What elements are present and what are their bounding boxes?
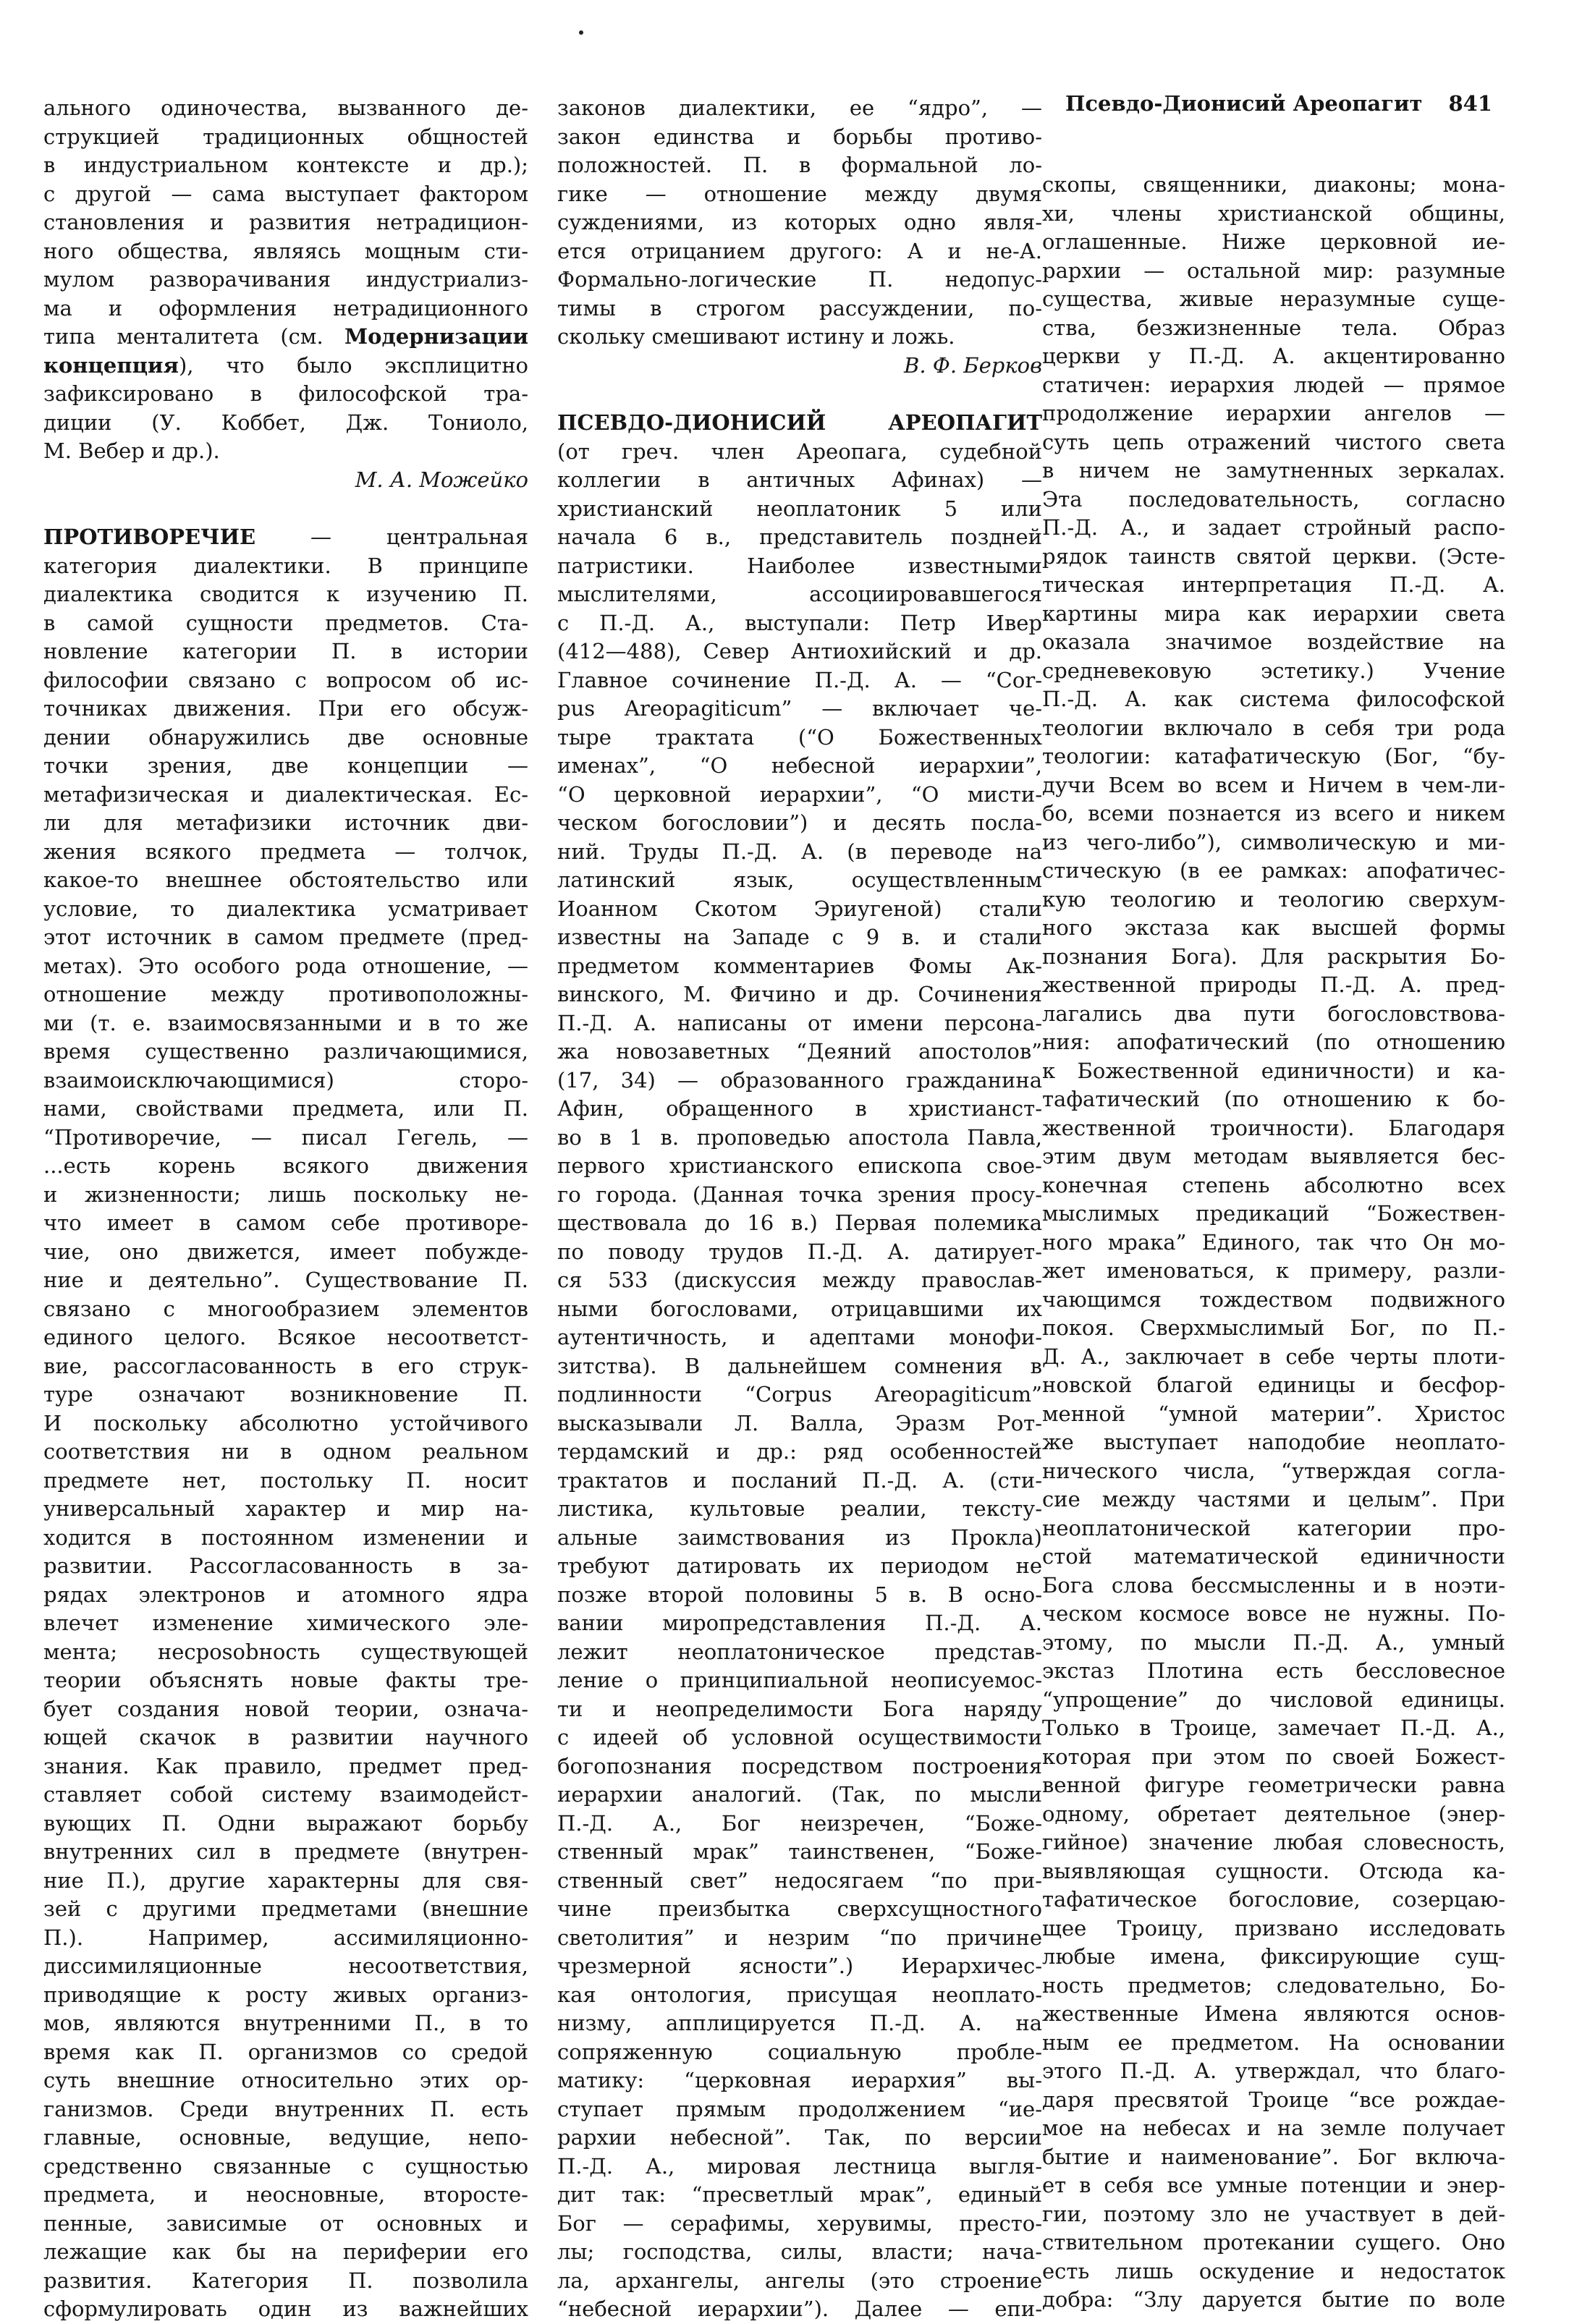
text-line: коллегии в античных Афинах) — xyxy=(557,467,1042,492)
text-line: универсальный характер и мир на- xyxy=(43,1496,528,1521)
text-line: чающимся тождеством подвижного xyxy=(1042,1286,1505,1312)
text-line: первого христианского епископа свое- xyxy=(557,1153,1042,1178)
text-line: закон единства и борьбы противо- xyxy=(557,124,1042,149)
text-line: матику: “церковная иерархия” вы- xyxy=(557,2068,1042,2092)
running-header xyxy=(1065,91,1492,123)
text-line: приводящие к росту живых организ- xyxy=(43,1982,528,2007)
column-1 xyxy=(43,94,528,2324)
text-line: взаимоисключающимися) сторо- xyxy=(43,1067,528,1093)
text-line: Формально-логические П. недопус- xyxy=(557,267,1042,292)
text-line: тимы в строгом рассуждении, по- xyxy=(557,295,1042,321)
text-line: нами, свойствами предмета, или П. xyxy=(43,1096,528,1121)
text-line: ся 533 (дискуссия между православ- xyxy=(557,1268,1042,1292)
text-line: влечет изменение химического эле- xyxy=(43,1611,528,1635)
text-line: венной фигуре геометрически равна xyxy=(1042,1773,1505,1797)
text-line: ПСЕВДО-ДИОНИСИЙ АРЕОПАГИТ xyxy=(557,410,1042,435)
text-line: богопознания посредством построения xyxy=(557,1753,1042,1778)
text-line: единого целого. Всякое несоответст- xyxy=(43,1325,528,1349)
text-line: чие, оно движется, имеет побужде- xyxy=(43,1239,528,1264)
text-line: туре означают возникновение П. xyxy=(43,1382,528,1407)
text-line: рархии небесной”. Так, по версии xyxy=(557,2125,1042,2150)
text-line: во в 1 в. проповедью апостола Павла, xyxy=(557,1124,1042,1150)
text-line: мое на небесах и на земле получает xyxy=(1042,2116,1505,2140)
text-line: точки зрения, две концепции — xyxy=(43,753,528,778)
text-line: одному, обретает деятельное (энер- xyxy=(1042,1801,1505,1826)
text-line: время как П. организмов со средой xyxy=(43,2039,528,2064)
text-line: сие между частями и целым”. При xyxy=(1042,1487,1505,1511)
text-line: тыре трактата (“О Божественных xyxy=(557,724,1042,750)
text-line: пенные, зависимые от основных и xyxy=(43,2210,528,2236)
text-line: Бог — серафимы, херувимы, престо- xyxy=(557,2210,1042,2236)
text-line: ние П.), другие характерны для свя- xyxy=(43,1867,528,1893)
text-line: сопряженную социальную пробле- xyxy=(557,2039,1042,2064)
text-line: добра: “Злу даруется бытие по воле xyxy=(1042,2287,1505,2312)
text-line: П.-Д. А., Бог неизречен, “Боже- xyxy=(557,1810,1042,1836)
text-line: хи, члены христианской общины, xyxy=(1042,200,1505,226)
text-line: трактатов и посланий П.-Д. А. (сти- xyxy=(557,1467,1042,1493)
page-number: 841 xyxy=(1448,91,1492,116)
text-line: вие, рассогласованность в его струк- xyxy=(43,1353,528,1378)
text-line: зитства). В дальнейшем сомнения в xyxy=(557,1353,1042,1378)
text-line: что имеет в самом себе противоре- xyxy=(43,1210,528,1235)
text-line: которая при этом по своей Божест- xyxy=(1042,1744,1505,1769)
text-line: струкцией традиционных общностей xyxy=(43,124,528,149)
text-line: какое-то внешнее обстоятельство или xyxy=(43,868,528,892)
text-line: экстаз Плотина есть бессловесное xyxy=(1042,1658,1505,1683)
text-line: ными богословами, отрицавшими их xyxy=(557,1296,1042,1321)
text-line: стическую (в ее рамках: апофатичес- xyxy=(1042,858,1505,883)
text-line: мента; несposobность существующей xyxy=(43,1639,528,1664)
text-line: менной “умной материи”. Христос xyxy=(1042,1401,1505,1426)
print-speck xyxy=(579,30,583,35)
text-line: ний. Труды П.-Д. А. (в переводе на xyxy=(557,839,1042,864)
text-line: дит так: “пресветлый мрак”, единый xyxy=(557,2182,1042,2207)
text-line: суть цепь отражений чистого света xyxy=(1042,429,1505,454)
text-line: церкви у П.-Д. А. акцентированно xyxy=(1042,344,1505,368)
text-line: Д. А., заключает в себе черты плоти- xyxy=(1042,1344,1505,1369)
text-line: диссимиляционные несоответствия, xyxy=(43,1954,528,1978)
text-line: тафатическое богословие, созерцаю- xyxy=(1042,1887,1505,1912)
text-line: средственно связанные с сущностью xyxy=(43,2153,528,2179)
text-line: начала 6 в., представитель поздней xyxy=(557,525,1042,549)
text-line: гике — отношение между двумя xyxy=(557,181,1042,206)
text-line: Эта последовательность, согласно xyxy=(1042,486,1505,512)
text-line: тическая интерпретация П.-Д. А. xyxy=(1042,572,1505,597)
text-line: ми (т. е. взаимосвязанными и в то же xyxy=(43,1010,528,1035)
text-line: латинский язык, осуществленным xyxy=(557,868,1042,892)
text-line: с другой — сама выступает фактором xyxy=(43,181,528,206)
text-line: диции (У. Коббет, Дж. Тониоло, xyxy=(43,410,528,435)
text-line: даря пресвятой Троице “все рождае- xyxy=(1042,2087,1505,2112)
text-line: диалектика сводится к изучению П. xyxy=(43,582,528,606)
text-line: мулом разворачивания индустриализ- xyxy=(43,267,528,292)
text-line: бует создания новой теории, означа- xyxy=(43,1696,528,1721)
text-line: главные, основные, ведущие, непо- xyxy=(43,2125,528,2150)
text-line: развития. Категория П. позволила xyxy=(43,2268,528,2293)
text-line: ли для метафизики источник дви- xyxy=(43,810,528,835)
text-line: ние и деятельно”. Существование П. xyxy=(43,1268,528,1292)
text-line: законов диалектики, ее “ядро”, — xyxy=(557,96,1042,120)
text-line: соответствия ни в одном реальном xyxy=(43,1439,528,1464)
text-line: требуют датировать их периодом не xyxy=(557,1553,1042,1578)
text-line: “Противоречие, — писал Гегель, — xyxy=(43,1124,528,1150)
text-line: же выступает наподобие неоплато- xyxy=(1042,1430,1505,1454)
text-line: ется отрицанием другого: А и не-А. xyxy=(557,238,1042,263)
text-line: светолития” и незрим “по причине xyxy=(557,1925,1042,1950)
text-line: ет в себя все умные потенции и энер- xyxy=(1042,2173,1505,2197)
text-line: ПРОТИВОРЕЧИЕ — центральная xyxy=(43,525,528,549)
text-line: кая онтология, присущая неоплато- xyxy=(557,1982,1042,2007)
text-line: предмета, и неосновные, второсте- xyxy=(43,2182,528,2207)
text-line: рядок таинств святой церкви. (Эсте- xyxy=(1042,543,1505,569)
text-line: ного мрака” Единого, так что Он мо- xyxy=(1042,1229,1505,1255)
text-line: вующих П. Одни выражают борьбу xyxy=(43,1810,528,1836)
text-line: “О церковной иерархии”, “О мисти- xyxy=(557,781,1042,807)
text-line: конечная степень абсолютно всех xyxy=(1042,1172,1505,1197)
text-line: ти и неопределимости Бога наряду xyxy=(557,1696,1042,1721)
text-line: этому, по мысли П.-Д. А., умный xyxy=(1042,1629,1505,1655)
text-line: ного общества, являясь мощным сти- xyxy=(43,238,528,263)
text-line: ступает прямым продолжением “ие- xyxy=(557,2096,1042,2121)
text-line: христианский неоплатоник 5 или xyxy=(557,496,1042,521)
text-line: стой математической единичности xyxy=(1042,1544,1505,1569)
text-line: этот источник в самом предмете (пред- xyxy=(43,925,528,949)
text-line: листика, культовые реалии, тексту- xyxy=(557,1496,1042,1521)
text-line: чине преизбытка сверхсущностного xyxy=(557,1896,1042,1921)
text-line: новской благой единицы и бесфор- xyxy=(1042,1373,1505,1397)
text-line: рархии — остальной мир: разумные xyxy=(1042,258,1505,283)
text-line: внутренних сил в предмете (внутрен- xyxy=(43,1839,528,1864)
text-line: суждениями, из которых одно явля- xyxy=(557,210,1042,234)
text-line: ного экстаза как высшей формы xyxy=(1042,915,1505,940)
text-line: концепция), что было эксплицитно xyxy=(43,352,528,378)
text-line: категория диалектики. В принципе xyxy=(43,553,528,578)
text-line: мыслителями, ассоциировавшегося xyxy=(557,582,1042,606)
text-line: и жизненности; лишь поскольку не- xyxy=(43,1182,528,1207)
text-line: бо, всеми познается из всего и никем xyxy=(1042,801,1505,826)
text-line: ным ее предметом. На основании xyxy=(1042,2030,1505,2055)
text-line: позже второй половины 5 в. В осно- xyxy=(557,1582,1042,1607)
text-line: ственный свет” недосягаем “по при- xyxy=(557,1867,1042,1893)
text-line: гийное) значение любая словесность, xyxy=(1042,1830,1505,1854)
text-line: (17, 34) — образованного гражданина xyxy=(557,1067,1042,1093)
text-line: скопы, священники, диаконы; мона- xyxy=(1042,172,1505,197)
text-line: метафизическая и диалектическая. Ес- xyxy=(43,781,528,807)
text-line: жественной природы П.-Д. А. пред- xyxy=(1042,972,1505,997)
text-line: И поскольку абсолютно устойчивого xyxy=(43,1410,528,1435)
text-line: дучи Всем во всем и Ничем в чем-ли- xyxy=(1042,772,1505,797)
text-line: кую теологию и теологию сверхум- xyxy=(1042,886,1505,912)
text-line: точниках движения. При его обсуж- xyxy=(43,696,528,721)
text-line: гии, поэтому зло не участвует в дей- xyxy=(1042,2201,1505,2226)
text-line: ства, безжизненные тела. Образ xyxy=(1042,315,1505,340)
text-line: именах”, “О небесной иерархии”, xyxy=(557,753,1042,778)
text-line: познания Бога). Для раскрытия Бо- xyxy=(1042,943,1505,969)
text-line: теории объяснять новые факты тре- xyxy=(43,1668,528,1692)
text-line: из чего-либо”), символическую и ми- xyxy=(1042,829,1505,854)
entry-separator xyxy=(43,494,528,523)
text-line: ма и оформления нетрадиционного xyxy=(43,295,528,321)
text-line: М. Вебер и др.). xyxy=(43,438,220,463)
author-signature: В. Ф. Берков xyxy=(904,352,1042,378)
text-line: положностей. П. в формальной ло- xyxy=(557,153,1042,177)
text-line: ального одиночества, вызванного де- xyxy=(43,96,528,120)
text-line: время существенно различающимися, xyxy=(43,1039,528,1064)
text-line: средневековую эстетику.) Учение xyxy=(1042,658,1505,683)
text-line: лежащие как бы на периферии его xyxy=(43,2239,528,2264)
text-line: отношение между противоположны- xyxy=(43,982,528,1006)
column-3 xyxy=(1042,171,1505,2315)
text-line: дении обнаружились две основные xyxy=(43,724,528,750)
running-header-title: Псевдо-Дионисий Ареопагит xyxy=(1065,91,1423,116)
text-line: лы; господства, силы, власти; нача- xyxy=(557,2239,1042,2264)
text-line: ствительном протекании сущего. Оно xyxy=(1042,2230,1505,2255)
text-line: ла, архангелы, ангелы (это строение xyxy=(557,2268,1042,2293)
text-line: покоя. Сверхмыслимый Бог, по П.- xyxy=(1042,1315,1505,1340)
text-line: оказала значимое воздействие на xyxy=(1042,629,1505,654)
text-line: лежит неоплатоническое представ- xyxy=(557,1639,1042,1664)
text-line: иерархии аналогий. (Так, по мысли xyxy=(557,1782,1042,1807)
text-line: рядах электронов и атомного ядра xyxy=(43,1582,528,1607)
text-line: знания. Как правило, предмет пред- xyxy=(43,1753,528,1778)
text-line: бытие и наименование”. Бог включа- xyxy=(1042,2144,1505,2169)
text-line: жественные Имена являются основ- xyxy=(1042,2001,1505,2026)
text-line: связано с многообразием элементов xyxy=(43,1296,528,1321)
text-line: (412—488), Север Антиохийский и др. xyxy=(557,639,1042,663)
text-line: Главное сочинение П.-Д. А. — “Cor- xyxy=(557,667,1042,692)
text-line: Бога слова бессмысленны и в ноэти- xyxy=(1042,1572,1505,1598)
text-line: выявляющая сущности. Отсюда ка- xyxy=(1042,1858,1505,1883)
text-line: типа менталитета (см. Модернизации xyxy=(43,324,528,349)
text-line: с идеей об условной осуществимости xyxy=(557,1725,1042,1750)
text-line: статичен: иерархия людей — прямое xyxy=(1042,372,1505,397)
text-line: низму, апплицируется П.-Д. А. на xyxy=(557,2011,1042,2035)
text-line: метах). Это особого рода отношение, — xyxy=(43,953,528,978)
text-line: ...есть корень всякого движения xyxy=(43,1153,528,1178)
column-2 xyxy=(557,94,1042,2324)
text-line: с П.-Д. А., выступали: Петр Ивер xyxy=(557,610,1042,635)
text-line: по поводу трудов П.-Д. А. датирует- xyxy=(557,1239,1042,1264)
text-line: вании миропредставления П.-Д. А. xyxy=(557,1611,1042,1635)
text-line: скольку смешивают истину и ложь. xyxy=(557,324,955,349)
text-line: ходится в постоянном изменении и xyxy=(43,1524,528,1550)
text-line: тердамский и др.: ряд особенностей xyxy=(557,1439,1042,1464)
text-line: чрезмерной ясности”.) Иерархичес- xyxy=(557,1954,1042,1978)
text-line: оглашенные. Ниже церковной ие- xyxy=(1042,229,1505,254)
text-line: Иоанном Скотом Эриугеной) стали xyxy=(557,896,1042,921)
text-line: философии связано с вопросом об ис- xyxy=(43,667,528,692)
author-signature: М. А. Можейко xyxy=(355,467,528,492)
text-line: жа новозаветных “Деяний апостолов” xyxy=(557,1039,1042,1064)
text-line: любые имена, фиксирующие сущ- xyxy=(1042,1944,1505,1969)
text-line: зей с другими предметами (внешние xyxy=(43,1896,528,1921)
text-line: аутентичность, и адептами монофи- xyxy=(557,1325,1042,1349)
text-line: в самой сущности предметов. Ста- xyxy=(43,610,528,635)
text-line: жет именоваться, к примеру, разли- xyxy=(1042,1258,1505,1283)
text-line: предмете нет, постольку П. носит xyxy=(43,1467,528,1493)
text-line: предметом комментариев Фомы Ак- xyxy=(557,953,1042,978)
text-line: этого П.-Д. А. утверждал, что благо- xyxy=(1042,2058,1505,2083)
text-line: в ничем не замутненных зеркалах. xyxy=(1042,458,1505,483)
text-line: сформулировать один из важнейших xyxy=(43,2297,528,2321)
text-line: ственный мрак” таинственен, “Боже- xyxy=(557,1839,1042,1864)
text-line: патристики. Наиболее известными xyxy=(557,553,1042,578)
text-line: мыслимых предикаций “Божествен- xyxy=(1042,1201,1505,1226)
text-line: винского, М. Фичино и др. Сочинения xyxy=(557,982,1042,1006)
text-line: высказывали Л. Валла, Эразм Рот- xyxy=(557,1410,1042,1435)
text-line: этим двум методам выявляется бес- xyxy=(1042,1144,1505,1169)
text-line: (от греч. член Ареопага, судебной xyxy=(557,438,1042,464)
text-line: pus Areopagiticum” — включает че- xyxy=(557,696,1042,721)
text-line: есть лишь оскудение и недостаток xyxy=(1042,2258,1505,2283)
text-line: “небесной иерархии”). Далее — епи- xyxy=(557,2297,1042,2321)
text-line: ния: апофатический (по отношению xyxy=(1042,1030,1505,1054)
text-line: П.). Например, ассимиляционно- xyxy=(43,1925,528,1950)
text-line: П.-Д. А., мировая лестница выгля- xyxy=(557,2153,1042,2179)
text-line: в индустриальном контексте и др.); xyxy=(43,153,528,177)
text-line: известны на Западе с 9 в. и стали xyxy=(557,925,1042,949)
text-line: зафиксировано в философской тра- xyxy=(43,381,528,406)
text-line: новление категории П. в истории xyxy=(43,639,528,663)
text-line: го города. (Данная точка зрения просу- xyxy=(557,1182,1042,1207)
text-line: к Божественной единичности) и ка- xyxy=(1042,1058,1505,1083)
text-line: неоплатонической категории про- xyxy=(1042,1515,1505,1540)
text-line: Только в Троице, замечает П.-Д. А., xyxy=(1042,1716,1505,1740)
text-line: подлинности “Corpus Areopagiticum” xyxy=(557,1382,1042,1407)
text-line: альные заимствования из Прокла) xyxy=(557,1524,1042,1550)
text-line: ление о принципиальной неописуемос- xyxy=(557,1668,1042,1692)
text-line: ставляет собой систему взаимодейст- xyxy=(43,1782,528,1807)
text-line: теологии включало в себя три рода xyxy=(1042,715,1505,740)
text-line: нического числа, “утверждая согла- xyxy=(1042,1458,1505,1483)
text-line: ческом космосе вовсе не нужны. По- xyxy=(1042,1601,1505,1626)
text-line: щее Троицу, призвано исследовать xyxy=(1042,1915,1505,1941)
text-line: ганизмов. Среди внутренних П. есть xyxy=(43,2096,528,2121)
text-line: “упрощение” до числовой единицы. xyxy=(1042,1687,1505,1712)
text-line: развитии. Рассогласованность в за- xyxy=(43,1553,528,1578)
text-line: ющей скачок в развитии научного xyxy=(43,1725,528,1750)
text-line: картины мира как иерархии света xyxy=(1042,601,1505,626)
text-line: тафатический (по отношению к бо- xyxy=(1042,1087,1505,1111)
text-line: теологии: катафатическую (Бог, “бу- xyxy=(1042,744,1505,768)
text-line: П.-Д. А., и задает стройный распо- xyxy=(1042,515,1505,540)
text-line: ность предметов; следовательно, Бо- xyxy=(1042,1972,1505,1998)
text-line: ческом богословии”) и десять посла- xyxy=(557,810,1042,835)
text-line: Афин, обращенного в христианст- xyxy=(557,1096,1042,1121)
text-line: П.-Д. А. написаны от имени персона- xyxy=(557,1010,1042,1035)
text-line: жественной троичности). Благодаря xyxy=(1042,1115,1505,1140)
text-line: суть внешние относительно этих ор- xyxy=(43,2068,528,2092)
text-line: мов, являются внутренними П., в то xyxy=(43,2011,528,2035)
text-line: лагались два пути богословствова- xyxy=(1042,1001,1505,1026)
text-line: П.-Д. А. как система философской xyxy=(1042,687,1505,711)
entry-separator xyxy=(557,380,1042,409)
text-line: существа, живые неразумные суще- xyxy=(1042,287,1505,311)
text-line: жения всякого предмета — толчок, xyxy=(43,839,528,864)
text-line: становления и развития нетрадицион- xyxy=(43,210,528,234)
text-line: продолжение иерархии ангелов — xyxy=(1042,401,1505,425)
text-line: ществовала до 16 в.) Первая полемика xyxy=(557,1210,1042,1235)
text-line: условие, то диалектика усматривает xyxy=(43,896,528,921)
